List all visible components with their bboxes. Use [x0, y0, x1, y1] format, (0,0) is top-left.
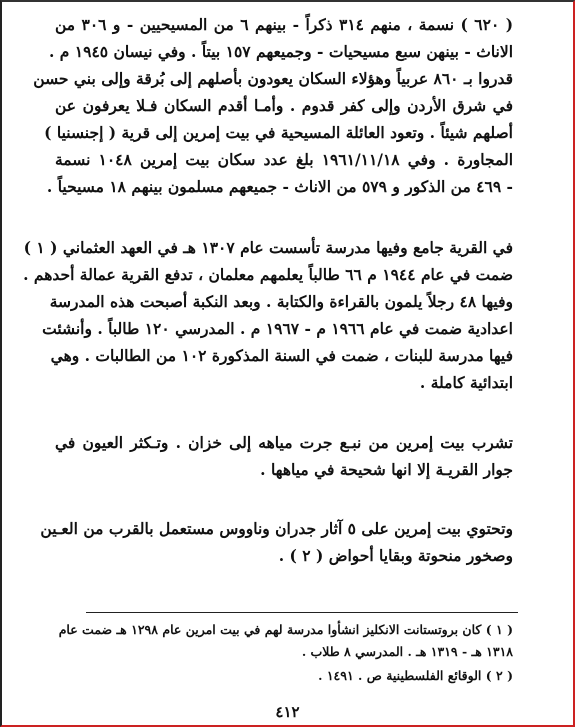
- body-line: وتحتوي بيت إمرين على ٥ آثار جدران وناووس مستعمل بالقرب من العـين: [40, 519, 513, 538]
- body-line: فيها مدرسة للبنات ، ضمت في السنة المذكورة ١٠٢ من الطالبات . وهي: [50, 346, 513, 365]
- body-line: المجاورة . وفي ١٩٦١/١١/١٨ بلغ عدد سكان بيت إمرين ١٠٤٨ نسمة: [55, 150, 513, 169]
- body-line: وفيها ٤٨ رجلاً يلمون بالقراءة والكتابة . وبعد النكبة أصبحت هذه المدرسة: [49, 292, 513, 311]
- body-line: تشرب بيت إمرين من نبـع جرت مياهه إلى خزان . وتـكثر العيون في: [55, 433, 513, 452]
- body-line: أصلهم شيئاً . وتعود العائلة المسيحية في بيت إمرين إلى قرية ( إجنسنيا ): [44, 123, 513, 142]
- footnote-line: ١٣١٨ هـ - ١٣١٩ هـ . المدرسي ٨ طلاب .: [301, 644, 513, 659]
- body-line: قدروا بـ ٨٦٠ عربياً وهؤلاء السكان يعودون بأصلهم إلى بُرقة وإلى بني حسن: [33, 69, 513, 88]
- body-line: - ٤٦٩ من الذكور و ٥٧٩ من الاناث - جميعهم مسلمون بينهم ١٨ مسيحياً .: [46, 177, 513, 196]
- body-line: ضمت في عام ١٩٤٤ م ٦٦ طالباً يعلمهم معلمان ، تدفع القرية عمالة أحدهم .: [23, 265, 513, 284]
- body-line: جوار القريـة إلا انها شحيحة في مياهها .: [260, 460, 513, 479]
- body-line: ( ٦٢٠ ) نسمة ، منهم ٣١٤ ذكراً - بينهم ٦ من المسيحيين - و ٣٠٦ من: [55, 15, 514, 34]
- body-line: وصخور منحوتة وبقايا أحواض ( ٢ ) .: [278, 546, 513, 565]
- body-line: ابتدائية كاملة .: [419, 373, 513, 392]
- body-line: اعدادية ضمت في عام ١٩٦٦ م - ١٩٦٧ م . المدرسي ١٢٠ طالباً . وأنشئت: [42, 319, 513, 338]
- body-line: في القرية جامع وفيها مدرسة تأسست عام ١٣٠٧ هـ في العهد العثماني ( ١ ): [23, 238, 513, 257]
- footnote-line: ( ١ ) كان بروتستانت الانكليز انشأوا مدرسة لهم في بيت امرين عام ١٢٩٨ هـ ضمت عام: [58, 622, 513, 637]
- page-number: ٤١٢: [275, 703, 300, 721]
- footnote-line: ( ٢ ) الوقائع الفلسطينية ص . ١٤٩١ .: [318, 668, 513, 683]
- body-line: الاناث - بينهن سبع مسيحيات - وجميعهم ١٥٧ بيتاً . وفي نيسان ١٩٤٥ م .: [49, 42, 513, 61]
- footnote-divider: [86, 612, 518, 613]
- body-line: في شرق الأردن وإلى كفر قدوم . وأمـا أقدم السكان فـلا يعرفون عن: [55, 96, 513, 115]
